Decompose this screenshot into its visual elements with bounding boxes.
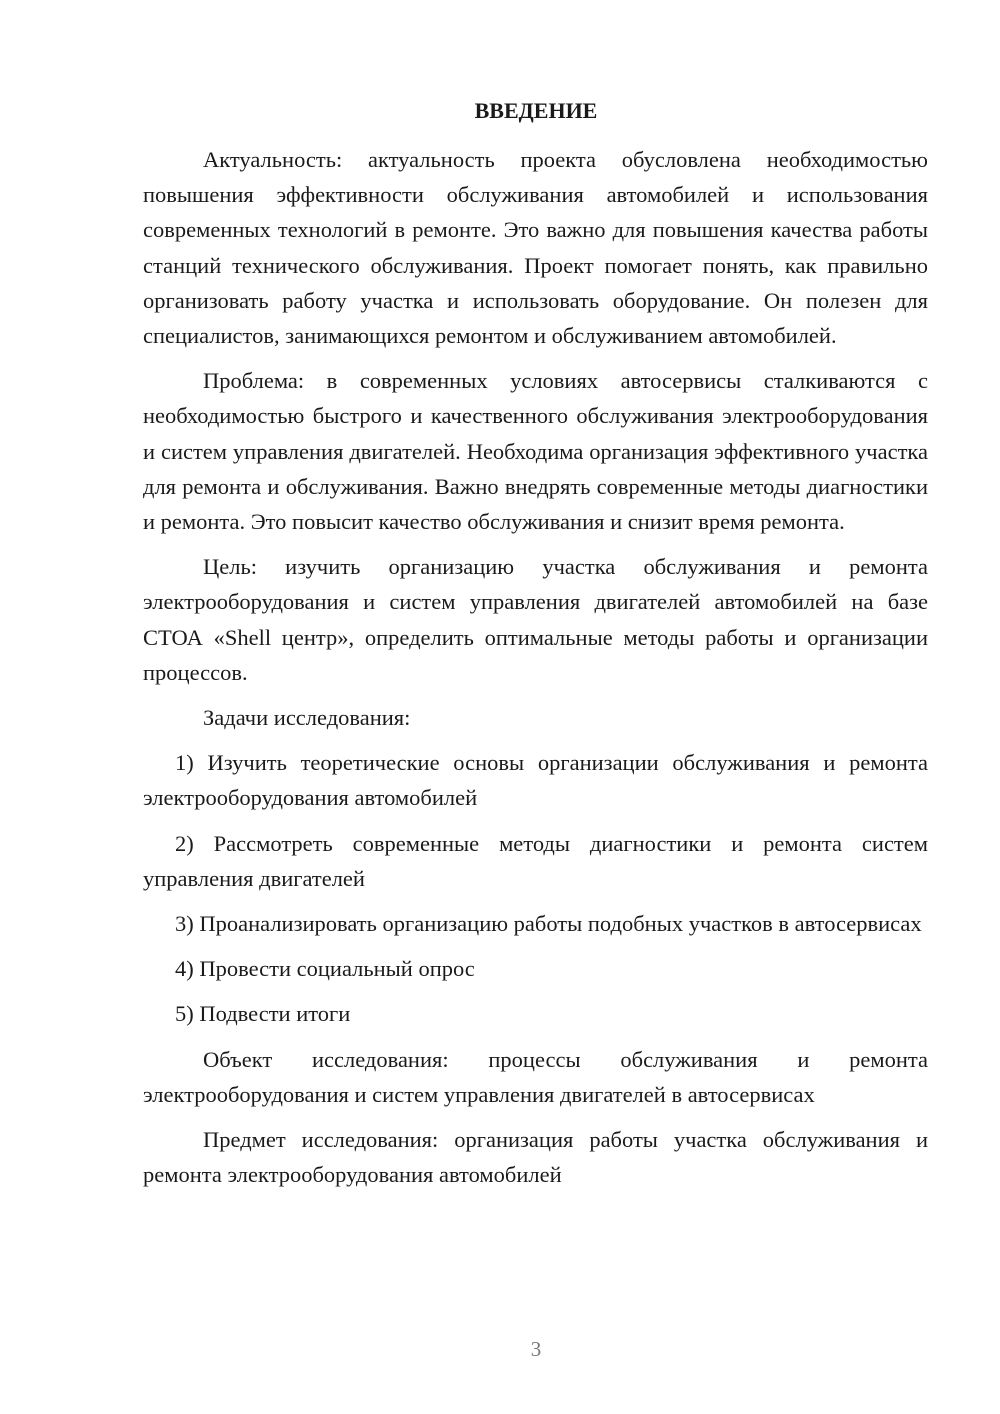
task-item: 2) Рассмотреть современные методы диагностики и ремонта систем управления двигателей: [143, 830, 928, 891]
task-item: 3) Проанализировать организацию работы подобных участков в автосервисах: [175, 911, 922, 937]
paragraph-subject: Предмет исследования: организация работы участка обслуживания и ремонта электрооборудования автомобилей: [143, 1127, 928, 1188]
paragraph-problem: Проблема: в современных условиях автосервисы сталкиваются с необходимостью быстрого и качественного обслуживания электрооборудования и систем управления двигателей. Необходима организация эффективного участка для ремонта и обслуживания. Важно внедрять современные методы диагностики и ремонта. Это повысит качество обслуживания и снизит время ремонта.: [143, 368, 928, 535]
task-item: 1) Изучить теоретические основы организации обслуживания и ремонта электрооборудования автомобилей: [143, 750, 928, 811]
page-number: 3: [530, 1337, 542, 1361]
task-item: 5) Подвести итоги: [175, 1001, 351, 1027]
paragraph-object: Объект исследования: процессы обслуживания и ремонта электрооборудования и систем управления двигателей в автосервисах: [143, 1046, 928, 1107]
task-item: 4) Провести социальный опрос: [175, 956, 475, 982]
paragraph-tasks-heading: Задачи исследования:: [203, 705, 411, 731]
paragraph-relevance: Актуальность: актуальность проекта обусловлена необходимостью повышения эффективности обслуживания автомобилей и использования современных технологий в ремонте. Это важно для повышения качества работы станций технического обслуживания. Проект помогает понять, как правильно организовать работу участка и использовать оборудование. Он полезен для специалистов, занимающихся ремонтом и обслуживанием автомобилей.: [143, 147, 928, 349]
document-body: [143, 142, 928, 1202]
paragraph-goal: Цель: изучить организацию участка обслуживания и ремонта электрооборудования и систем управления двигателей автомобилей на базе СТОА «Shell центр», определить оптимальные методы работы и организации процессов.: [143, 554, 928, 685]
page-title: ВВЕДЕНИЕ: [474, 98, 598, 123]
